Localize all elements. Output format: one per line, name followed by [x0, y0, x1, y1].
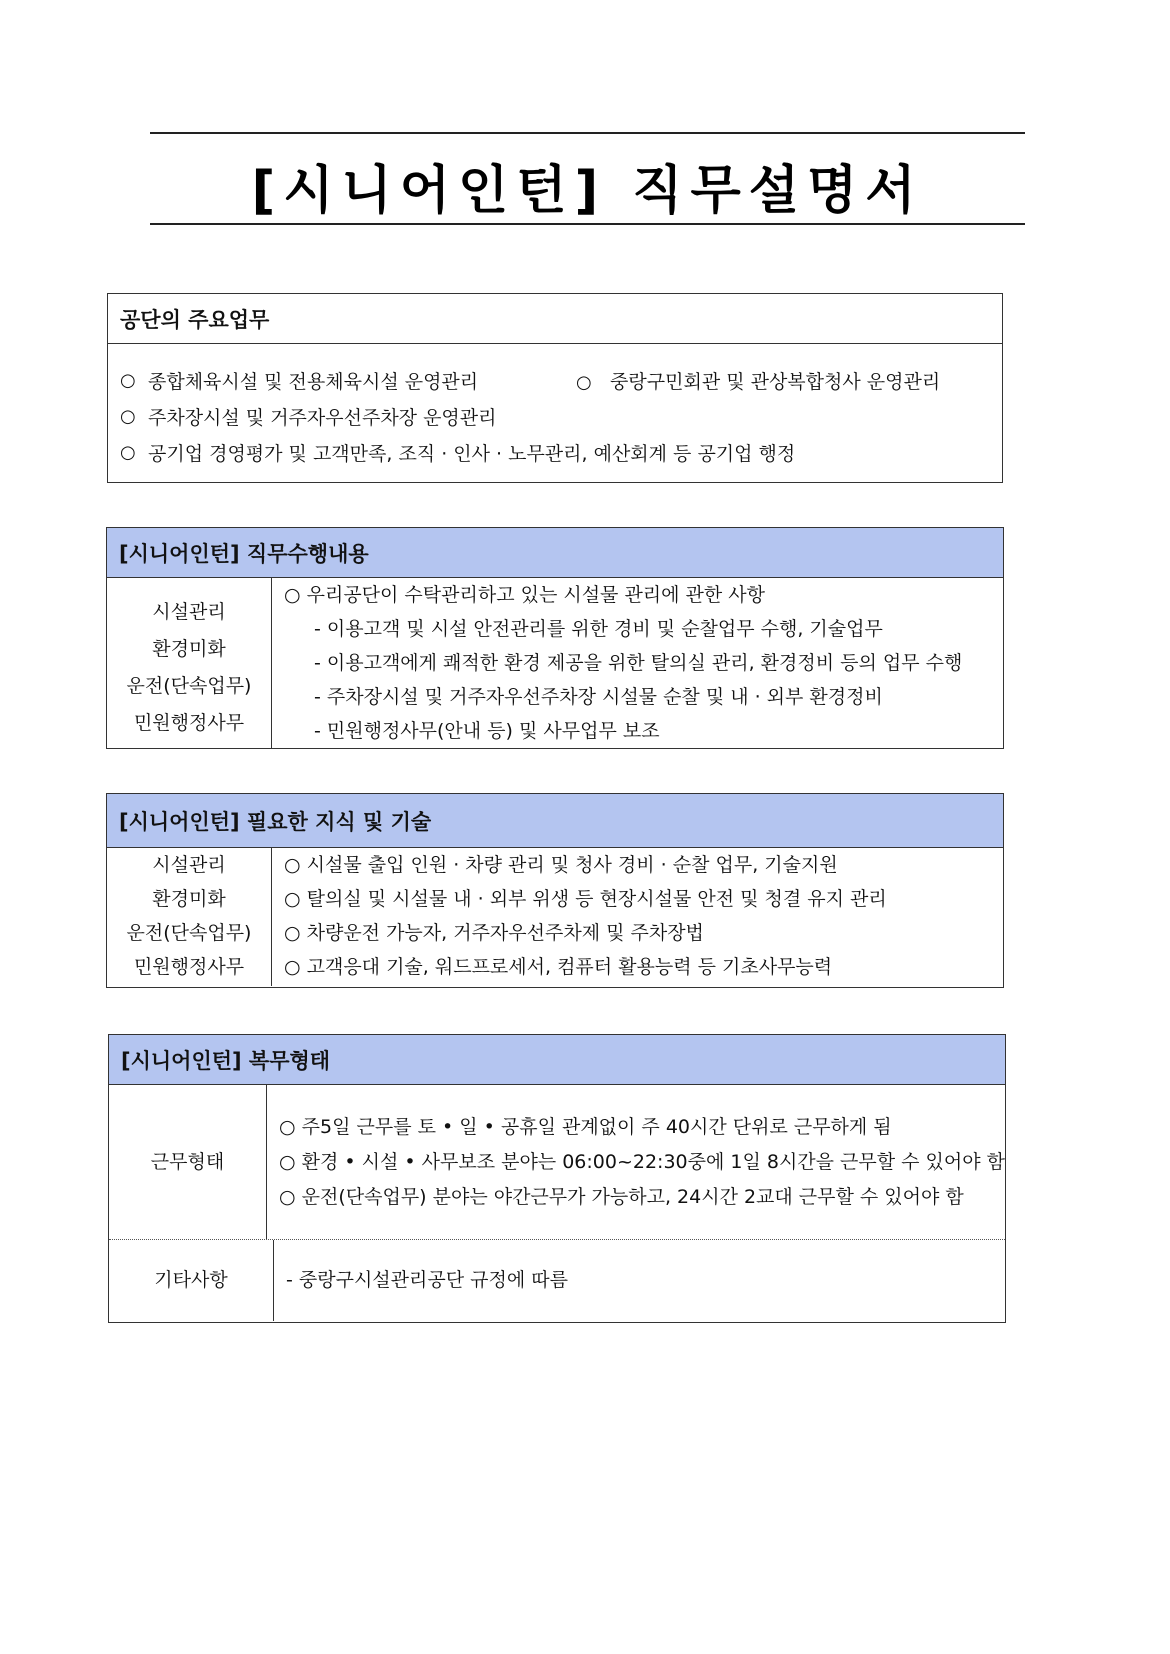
other-text: - 중랑구시설관리공단 규정에 따름: [286, 1269, 568, 1291]
duty-text: 공기업 경영평가 및 고객만족, 조직 · 인사 · 노무관리, 예산회계 등 공기업 행정: [148, 442, 796, 465]
other-content: [274, 1240, 1005, 1321]
category-label: 환경미화: [152, 638, 226, 660]
main-duties-header: 공단의 주요업무: [108, 294, 1002, 344]
skills-box: [106, 793, 1004, 988]
other-label: 기타사항: [154, 1269, 228, 1291]
job-content-header: [시니어인턴] 직무수행내용: [107, 528, 1003, 578]
job-content-row: - 주차장시설 및 거주자우선주차장 시설물 순찰 및 내 · 외부 환경정비: [314, 686, 883, 708]
work-form-item: ○ 환경 • 시설 • 사무보조 분야는 06:00~22:30중에 1일 8시간을 근무할 수 있어야 함: [279, 1150, 1005, 1173]
job-category-column: [107, 578, 272, 748]
category-label: 운전(단속업무): [126, 675, 252, 697]
job-content-row: ○ 우리공단이 수탁관리하고 있는 시설물 관리에 관한 사항: [284, 584, 765, 606]
duty-text: 종합체육시설 및 전용체육시설 운영관리: [148, 370, 479, 393]
skill-row: ○ 탈의실 및 시설물 내 · 외부 위생 등 현장시설물 안전 및 청결 유지 관리: [284, 888, 887, 910]
work-type-box: [108, 1034, 1006, 1323]
category-label: 운전(단속업무): [126, 922, 252, 944]
work-form-item: ○ 주5일 근무를 토 • 일 • 공휴일 관계없이 주 40시간 단위로 근무하게 됨: [279, 1115, 892, 1138]
skills-grid: [107, 848, 1003, 986]
main-duties-box: [107, 293, 1003, 483]
job-content-grid: [107, 578, 1003, 748]
title-top-rule: [150, 132, 1025, 134]
title-bottom-rule: [150, 223, 1025, 225]
duty-text: 주차장시설 및 거주자우선주차장 운영관리: [148, 406, 497, 429]
main-duties-list: [108, 344, 1002, 470]
skills-content-column: [272, 848, 1003, 986]
duty-text: 중랑구민회관 및 관상복합청사 운영관리: [610, 370, 941, 393]
category-label: 민원행정사무: [133, 712, 245, 734]
circle-bullet-icon: ○: [120, 405, 136, 427]
other-label-cell: [109, 1240, 274, 1321]
work-form-label: 근무형태: [150, 1150, 225, 1173]
work-form-content: [267, 1085, 1005, 1239]
skill-row: ○ 고객응대 기술, 워드프로세서, 컴퓨터 활용능력 등 기초사무능력: [284, 956, 833, 978]
circle-bullet-icon: ○: [120, 369, 136, 391]
job-content-row: - 민원행정사무(안내 등) 및 사무업무 보조: [314, 720, 660, 742]
circle-bullet-icon: ○: [120, 441, 136, 463]
job-content-row: - 이용고객에게 쾌적한 환경 제공을 위한 탈의실 관리, 환경정비 등의 업무 수행: [314, 652, 963, 674]
category-label: 시설관리: [152, 854, 226, 876]
skill-row: ○ 차량운전 가능자, 거주자우선주차제 및 주차장법: [284, 922, 704, 944]
page-title: [시니어인턴] 직무설명서: [251, 161, 924, 221]
work-form-item: ○ 운전(단속업무) 분야는 야간근무가 가능하고, 24시간 2교대 근무할 수 있어야 함: [279, 1185, 964, 1208]
skill-row: ○ 시설물 출입 인원 · 차량 관리 및 청사 경비 · 순찰 업무, 기술지원: [284, 854, 838, 876]
work-form-row: [109, 1085, 1005, 1240]
list-item: [120, 434, 1002, 470]
job-content-row: - 이용고객 및 시설 안전관리를 위한 경비 및 순찰업무 수행, 기술업무: [314, 618, 883, 640]
category-label: 민원행정사무: [133, 956, 245, 978]
list-item: [576, 367, 940, 394]
skills-category-column: [107, 848, 272, 986]
job-content-column: [272, 578, 1003, 748]
circle-bullet-icon: ○: [576, 371, 592, 393]
category-label: 환경미화: [152, 888, 226, 910]
skills-header: [시니어인턴] 필요한 지식 및 기술: [107, 794, 1003, 848]
job-content-box: [106, 527, 1004, 749]
other-row: [109, 1240, 1005, 1321]
work-type-header: [시니어인턴] 복무형태: [109, 1035, 1005, 1085]
work-form-label-cell: [109, 1085, 267, 1239]
list-item: [120, 398, 1002, 434]
list-item: [120, 362, 1002, 398]
category-label: 시설관리: [152, 601, 226, 623]
